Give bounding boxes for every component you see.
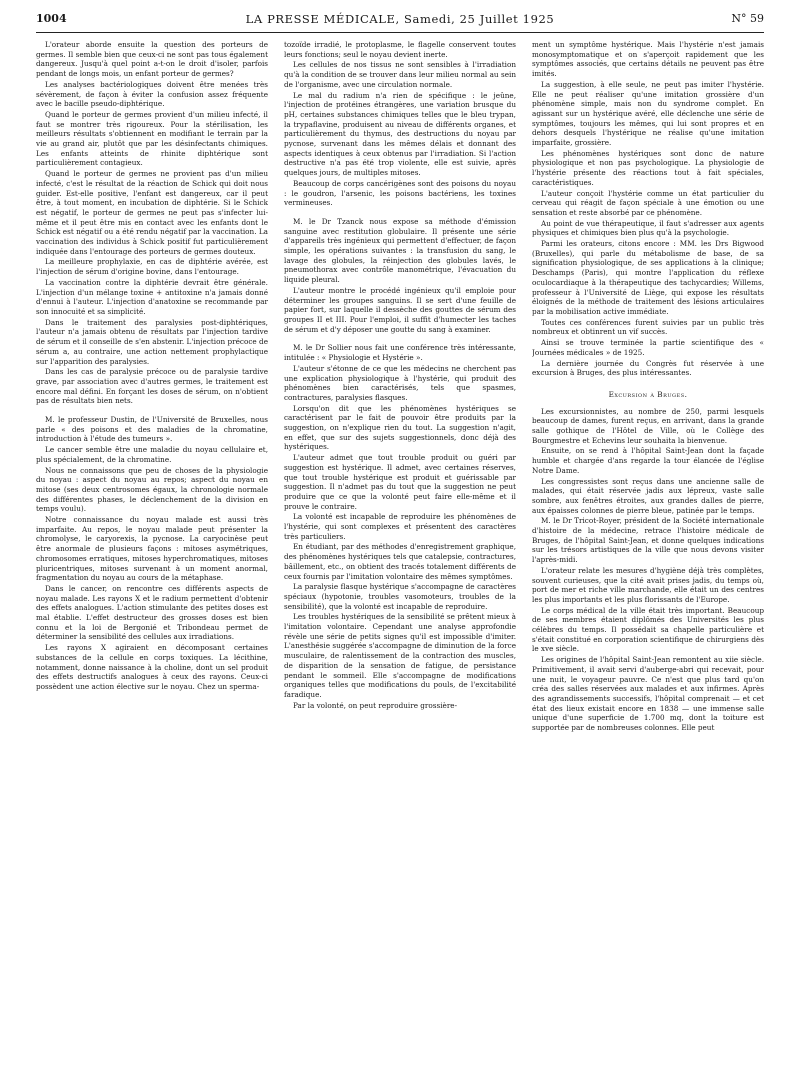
paragraph: Dans les cas de paralysie précoce ou de paralysie tardive grave, par association avec d'autres germes, le traitement est encore mal défini. En forçant les doses de sérum, on n'obtient pas de résultats bien nets.: [36, 367, 268, 406]
column-1: [36, 40, 268, 1074]
paragraph: Dans le traitement des paralysies post-diphtériques, l'auteur n'a jamais obtenu de résultats par l'injection tardive de sérum et il conseille de s'en abstenir. L'injection précoce de sérum a, au contraire, une action nettement prophylactique sur l'apparition des paralysies.: [36, 317, 268, 366]
paragraph: Au point de vue thérapeutique, il faut s'adresser aux agents physiques et chimiques bien plus qu'à la psychologie.: [532, 218, 764, 238]
paragraph: L'orateur relate les mesures d'hygiène déjà très complètes, souvent curieuses, que la cité avait prises jadis, du temps où, port de mer et riche ville marchande, elle était un des centres les plus importants et les plus florissants de l'Europe.: [532, 565, 764, 604]
paragraph: Ainsi se trouve terminée la partie scientifique des « Journées médicales » de 1925.: [532, 338, 764, 357]
paragraph: L'auteur montre le procédé ingénieux qu'il emploie pour déterminer les groupes sanguins. Il se sert d'une feuille de papier fort, sur laquelle il dessèche des gouttes de sérum des groupes II et III. Pour l'emploi, il suffit d'humecter les taches de sérum et d'y déposer une goutte du sang à examiner.: [284, 285, 516, 334]
section-title: Excursion à Bruges.: [608, 389, 688, 399]
paragraph: La meilleure prophylaxie, en cas de diphtérie avérée, est l'injection de sérum d'origine bovine, dans l'entourage.: [36, 257, 268, 277]
paragraph: Notre connaissance du noyau malade est aussi très imparfaite. Au repos, le noyau malade peut présenter la chromolyse, le caryorexis, la pycnose. La caryocinèse peut être anormale de plusieurs façons : mitoses asymétriques, chromosomes erratiques, mitoses hyperchromatiques, mitoses pluricentriques, mitoses survenant à un moment anormal, fragmentation du noyau au cours de la métaphase.: [36, 515, 268, 583]
paragraph: Les excursionnistes, au nombre de 250, parmi lesquels beaucoup de dames, furent reçus, en arrivant, dans la grande salle gothique de l'Hôtel de Ville, où le Collège des Bourgmestre et Echevins leur souhaita la bienvenue.: [532, 406, 764, 445]
paragraph: tozoïde irradié, le protoplasme, le flagelle conservent toutes leurs fonctions; seul le noyau devient inerte.: [284, 40, 516, 59]
paragraph: Le corps médical de la ville était très important. Beaucoup de ses membres étaient diplômés des Universités les plus célèbres du temps. Il possédait sa chapelle particulière et s'était constitué en corporation scientifique de chirurgiens dès le xve siècle.: [532, 605, 764, 654]
page-header: [36, 12, 764, 30]
paragraph: Les cellules de nos tissus ne sont sensibles à l'irradiation qu'à la condition de se trouver dans leur milieu normal au sein de l'organisme, avec une circulation normale.: [284, 60, 516, 89]
page-number: 1004: [36, 12, 67, 25]
paragraph: Beaucoup de corps cancérigènes sont des poisons du noyau : le goudron, l'arsenic, les poisons bactériens, les toxines vermineuses.: [284, 178, 516, 208]
paragraph: Les congressistes sont reçus dans une ancienne salle de malades, qui était réservée jadis aux lépreux, vaste salle sombre, aux fenêtres étroites, aux grandes dalles de pierre, aux épaisses colonnes de pierre bleue, patinée par le temps.: [532, 476, 764, 515]
paragraph: Lorsqu'on dit que les phénomènes hystériques se caractérisent par le fait de pouvoir être produits par la suggestion, on n'explique rien du tout. La suggestion n'agit, en effet, que sur des sujets suggestionnels, donc déjà des hystériques.: [284, 403, 516, 452]
paragraph: M. le Dr Sollier nous fait une conférence très intéressante, intitulée : « Physiologie et Hystérie ».: [284, 343, 516, 363]
paragraph: ment un symptôme hystérique. Mais l'hystérie n'est jamais monosymptomatique et on s'aperçoit rapidement que les symptômes associés, que certains détails ne peuvent pas être imités.: [532, 40, 764, 79]
journal-title: LA PRESSE MÉDICALE, Samedi, 25 Juillet 1925: [245, 12, 555, 26]
paragraph: Les rayons X agiraient en décomposant certaines substances de la cellule en corps toxiques. La lécithine, notamment, donne naissance à la choline, dont un sel produit des effets destructifs analogues à ceux des rayons. Ceux-ci possèdent une action élective sur le noyau. Chez un sperma-: [36, 643, 268, 691]
paragraph: La suggestion, à elle seule, ne peut pas imiter l'hystérie. Elle ne peut réaliser qu'une imitation grossière d'un phénomène simple, mais non du syndrome complet. En agissant sur un hystérique avéré, elle déclenche une série de symptômes, toujours les mêmes, qui lui sont propres et en dehors desquels l'hystérique ne réalise qu'une imitation imparfaite, grossière.: [532, 79, 764, 148]
paragraph: Quand le porteur de germes ne provient pas d'un milieu infecté, c'est le résultat de la réaction de Schick qui doit nous guider. Est-elle positive, l'enfant est dangereux, car il peut être, à tout moment, en incubation de diphtérie. Si le Schick est négatif, le porteur de germes ne peut pas s'infecter lui-même et il peut être mis en contact avec les enfants dont le Schick est négatif ou a été rendu négatif par la vaccination. La vaccination des individus à Schick positif fut particulièrement indiquée dans l'entourage des porteurs de germes douteux.: [36, 169, 268, 256]
paragraph: Le cancer semble être une maladie du noyau cellulaire et, plus spécialement, de la chromatine.: [36, 445, 268, 464]
paragraph: L'auteur admet que tout trouble produit ou guéri par suggestion est hystérique. Il admet, avec certaines réserves, que tout trouble hystérique est produit et guérissable par suggestion. Il n'admet pas du tout que la suggestion ne peut produire que ce que la volonté peut faire elle-même et il prouve le contraire.: [284, 453, 516, 511]
paragraph: M. le Dr Tzanck nous expose sa méthode d'émission sanguine avec restitution globulaire. Il présente une série d'appareils très ingénieux qui permettent d'effectuer, de façon simple, les opérations suivantes : la transfusion du sang, le lavage des globules, la réinjection des globules lavés, le pneumothorax avec contrôle manométrique, l'évacuation du liquide pleural.: [284, 216, 516, 285]
paragraph: La volonté est incapable de reproduire les phénomènes de l'hystérie, qui sont complexes et présentent des caractères très particuliers.: [284, 512, 516, 541]
paragraph: Toutes ces conférences furent suivies par un public très nombreux et obtinrent un vif succès.: [532, 317, 764, 337]
paragraph: La vaccination contre la diphtérie devrait être générale. L'injection d'un mélange toxine + antitoxine n'a jamais donné d'ennui à l'auteur. L'injection d'anatoxine se recommande par son innocuité et sa simplicité.: [36, 277, 268, 316]
paragraph: Le mal du radium n'a rien de spécifique : le jeûne, l'injection de protéines étrangères, une variation brusque du pH, certaines substances chimiques telles que le bleu trypan, la trypaflavine, produisent au niveau de différents organes, et particulièrement du thymus, des destructions du noyau par pycnose, survenant dans les mêmes délais et donnant des aspects identiques à ceux obtenus par l'irradiation. Si l'action destructive n'a pas été trop violente, elle est suivie, après quelques jours, de multiples mitoses.: [284, 90, 516, 178]
paragraph: L'auteur s'étonne de ce que les médecins ne cherchent pas une explication physiologique à l'hystérie, qui produit des phénomènes bien caractérisés, tels que spasmes, contractures, paralysies flasques.: [284, 363, 516, 402]
paragraph: Nous ne connaissons que peu de choses de la physiologie du noyau : aspect du noyau au repos; aspect du noyau en mitose (ses deux centrosomes égaux, la chronologie normale des différentes phases, le déclenchement de la division en temps voulu).: [36, 465, 268, 514]
paragraph: M. le Dr Tricot-Royer, président de la Société internationale d'histoire de la médecine, retrace l'histoire médicale de Bruges, de l'hôpital Saint-Jean, et donne quelques indications sur les trésors artistiques de la ville que nous devons visiter l'après-midi.: [532, 516, 764, 565]
column-3: [532, 40, 764, 1074]
column-2: [284, 40, 516, 1074]
paragraph: Les analyses bactériologiques doivent être menées très sévèrement, de façon à éviter la confusion assez fréquente avec le bacille pseudo-diphtérique.: [36, 79, 268, 109]
paragraph: Les origines de l'hôpital Saint-Jean remontent au xiie siècle. Primitivement, il avait servi d'auberge-abri qui recevait, pour une nuit, le voyageur pauvre. Ce n'est que plus tard qu'on créa des salles réservées aux malades et aux infirmes. Après des agrandissements successifs, l'hôpital comprenait — et cet état des lieux existait encore en 1838 — une immense salle unique d'une superficie de 1.700 mq, dont la toiture est supportée par de nombreuses colonnes. Elle peut: [532, 655, 764, 733]
paragraph: Les troubles hystériques de la sensibilité se prêtent mieux à l'imitation volontaire. Cependant une analyse approfondie révèle une série de petits signes qu'il est impossible d'imiter. L'anesthésie suggérée s'accompagne de diminution de la force musculaire, de ralentissement de la contraction des muscles, de disparition de la sensation de fatigue, de persistance pendant le sommeil. Elle s'accompagne de modifications organiques telles que modifications du pouls, de l'excitabilité faradique.: [284, 612, 516, 699]
header-rule: [36, 32, 764, 33]
paragraph: L'orateur aborde ensuite la question des porteurs de germes. Il semble bien que ceux-ci ne sont pas tous également dangereux. Jusqu'à quel point a-t-on le droit d'isoler, parfois pendant de longs mois, un enfant porteur de germes?: [36, 40, 268, 79]
paragraph: Ensuite, on se rend à l'hôpital Saint-Jean dont la façade humble et chargée d'ans regarde la tour élancée de l'église Notre Dame.: [532, 446, 764, 475]
paragraph: En étudiant, par des méthodes d'enregistrement graphique, des phénomènes hystériques tels que catalepsie, contractures, bâillement, etc., on obtient des tracés totalement différents de ceux fournis par l'imitation volontaire des mêmes symptômes.: [284, 542, 516, 581]
paragraph: La paralysie flasque hystérique s'accompagne de caractères spéciaux (hypotonie, troubles vasomoteurs, troubles de la sensibilité), que la volonté est incapable de reproduire.: [284, 582, 516, 611]
paragraph: Parmi les orateurs, citons encore : MM. les Drs Bigwood (Bruxelles), qui parle du métabolisme de base, de sa signification physiologique, de ses applications à la clinique; Deschamps (Paris), qui montre l'application du réflexe oculocardiaque à la thérapeutique des tachycardies; Willems, professeur à l'Université de Liège, qui expose les résultats éloignés de la méthode de traitement des lésions articulaires par la mobilisation active immédiate.: [532, 239, 764, 316]
paragraph: Par la volonté, on peut reproduire grossière-: [293, 700, 458, 710]
paragraph: L'auteur conçoit l'hystérie comme un état particulier du cerveau qui réagit de façon spéciale à une émotion ou une sensation et reste absorbé par ce phénomène.: [532, 188, 764, 217]
paragraph: M. le professeur Dustin, de l'Université de Bruxelles, nous parle « des poisons et des maladies de la chromatine, introduction à l'étude des tumeurs ».: [36, 415, 268, 444]
paragraph: Les phénomènes hystériques sont donc de nature physiologique et non pas psychologique. La physiologie de l'hystérie présente des réactions tout à fait spéciales, caractéristiques.: [532, 148, 764, 187]
paragraph: Dans le cancer, on rencontre ces différents aspects de noyau malade. Les rayons X et le radium permettent d'obtenir des effets analogues. L'action stimulante des petites doses est mal établie. L'effet destructeur des grosses doses est bien connu et la loi de Bergonié et Tribondeau permet de déterminer la sensibilité des cellules aux irradiations.: [36, 583, 268, 642]
paragraph: Quand le porteur de germes provient d'un milieu infecté, il faut se montrer très rigoureux. Pour la stérilisation, les meilleurs résultats s'obtiennent en modifiant le terrain par la vie au grand air, plutôt que par les désinfectants chimiques. Les enfants atteints de rhinite diphtérique sont particulièrement contagieux.: [36, 109, 268, 168]
issue-number: N° 59: [731, 12, 764, 25]
paragraph: La dernière journée du Congrès fut réservée à une excursion à Bruges, des plus intéressantes.: [532, 358, 764, 378]
